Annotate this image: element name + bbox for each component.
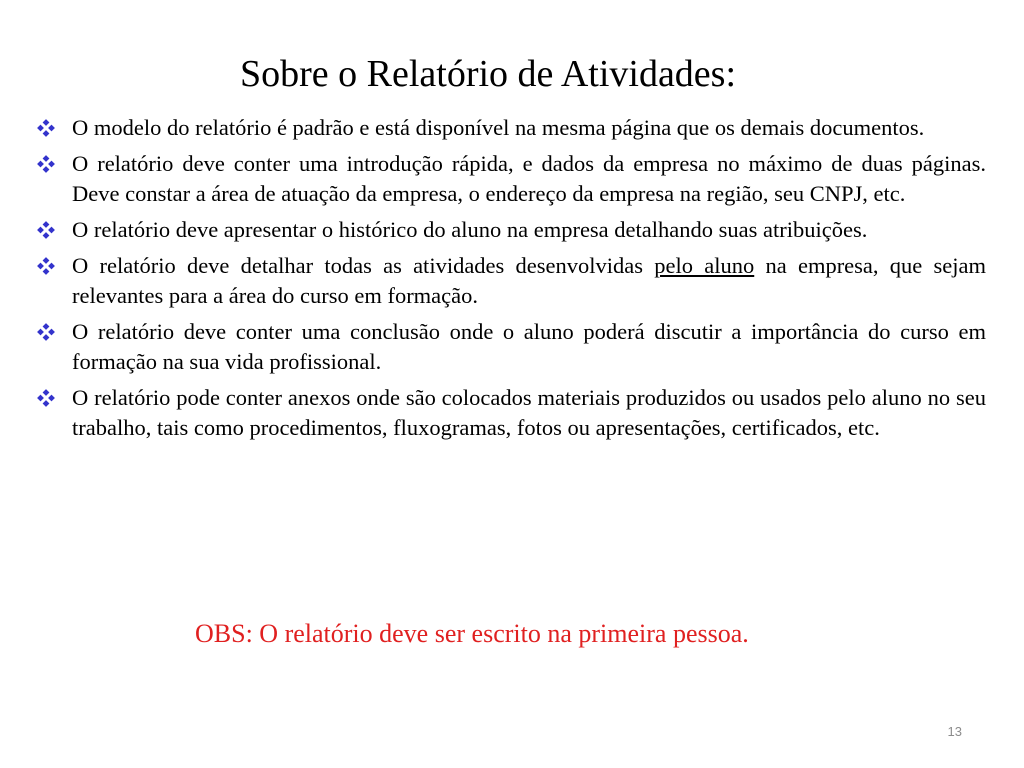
four-diamond-icon [36, 317, 72, 347]
bullet-list [36, 113, 986, 449]
four-diamond-icon [36, 113, 72, 143]
slide-title: Sobre o Relatório de Atividades: [240, 53, 737, 95]
list-item [36, 251, 986, 311]
obs-note: OBS: O relatório deve ser escrito na primeira pessoa. [195, 619, 749, 648]
bullet-text: O relatório deve detalhar todas as atividades desenvolvidas pelo aluno na empresa, que sejam relevantes para a área do curso em formação. [72, 253, 986, 308]
bullet-text: O relatório deve conter uma introdução rápida, e dados da empresa no máximo de duas páginas. Deve constar a área de atuação da empresa, o endereço da empresa na região, seu CNPJ, etc. [72, 151, 986, 206]
four-diamond-icon [36, 149, 72, 179]
bullet-text: O relatório pode conter anexos onde são colocados materiais produzidos ou usados pelo aluno no seu trabalho, tais como procedimentos, fluxogramas, fotos ou apresentações, certificados, etc. [72, 385, 986, 440]
list-item [36, 383, 986, 443]
list-item [36, 149, 986, 209]
list-item [36, 113, 986, 143]
bullet-text: O modelo do relatório é padrão e está disponível na mesma página que os demais documentos. [72, 115, 925, 140]
bullet-text: O relatório deve conter uma conclusão onde o aluno poderá discutir a importância do curso em formação na sua vida profissional. [72, 319, 986, 374]
list-item [36, 317, 986, 377]
underlined-phrase: pelo aluno [654, 253, 755, 278]
four-diamond-icon [36, 251, 72, 281]
four-diamond-icon [36, 215, 72, 245]
bullet-text: O relatório deve apresentar o histórico do aluno na empresa detalhando suas atribuições. [72, 217, 868, 242]
list-item [36, 215, 986, 245]
four-diamond-icon [36, 383, 72, 413]
page-number: 13 [947, 724, 962, 739]
